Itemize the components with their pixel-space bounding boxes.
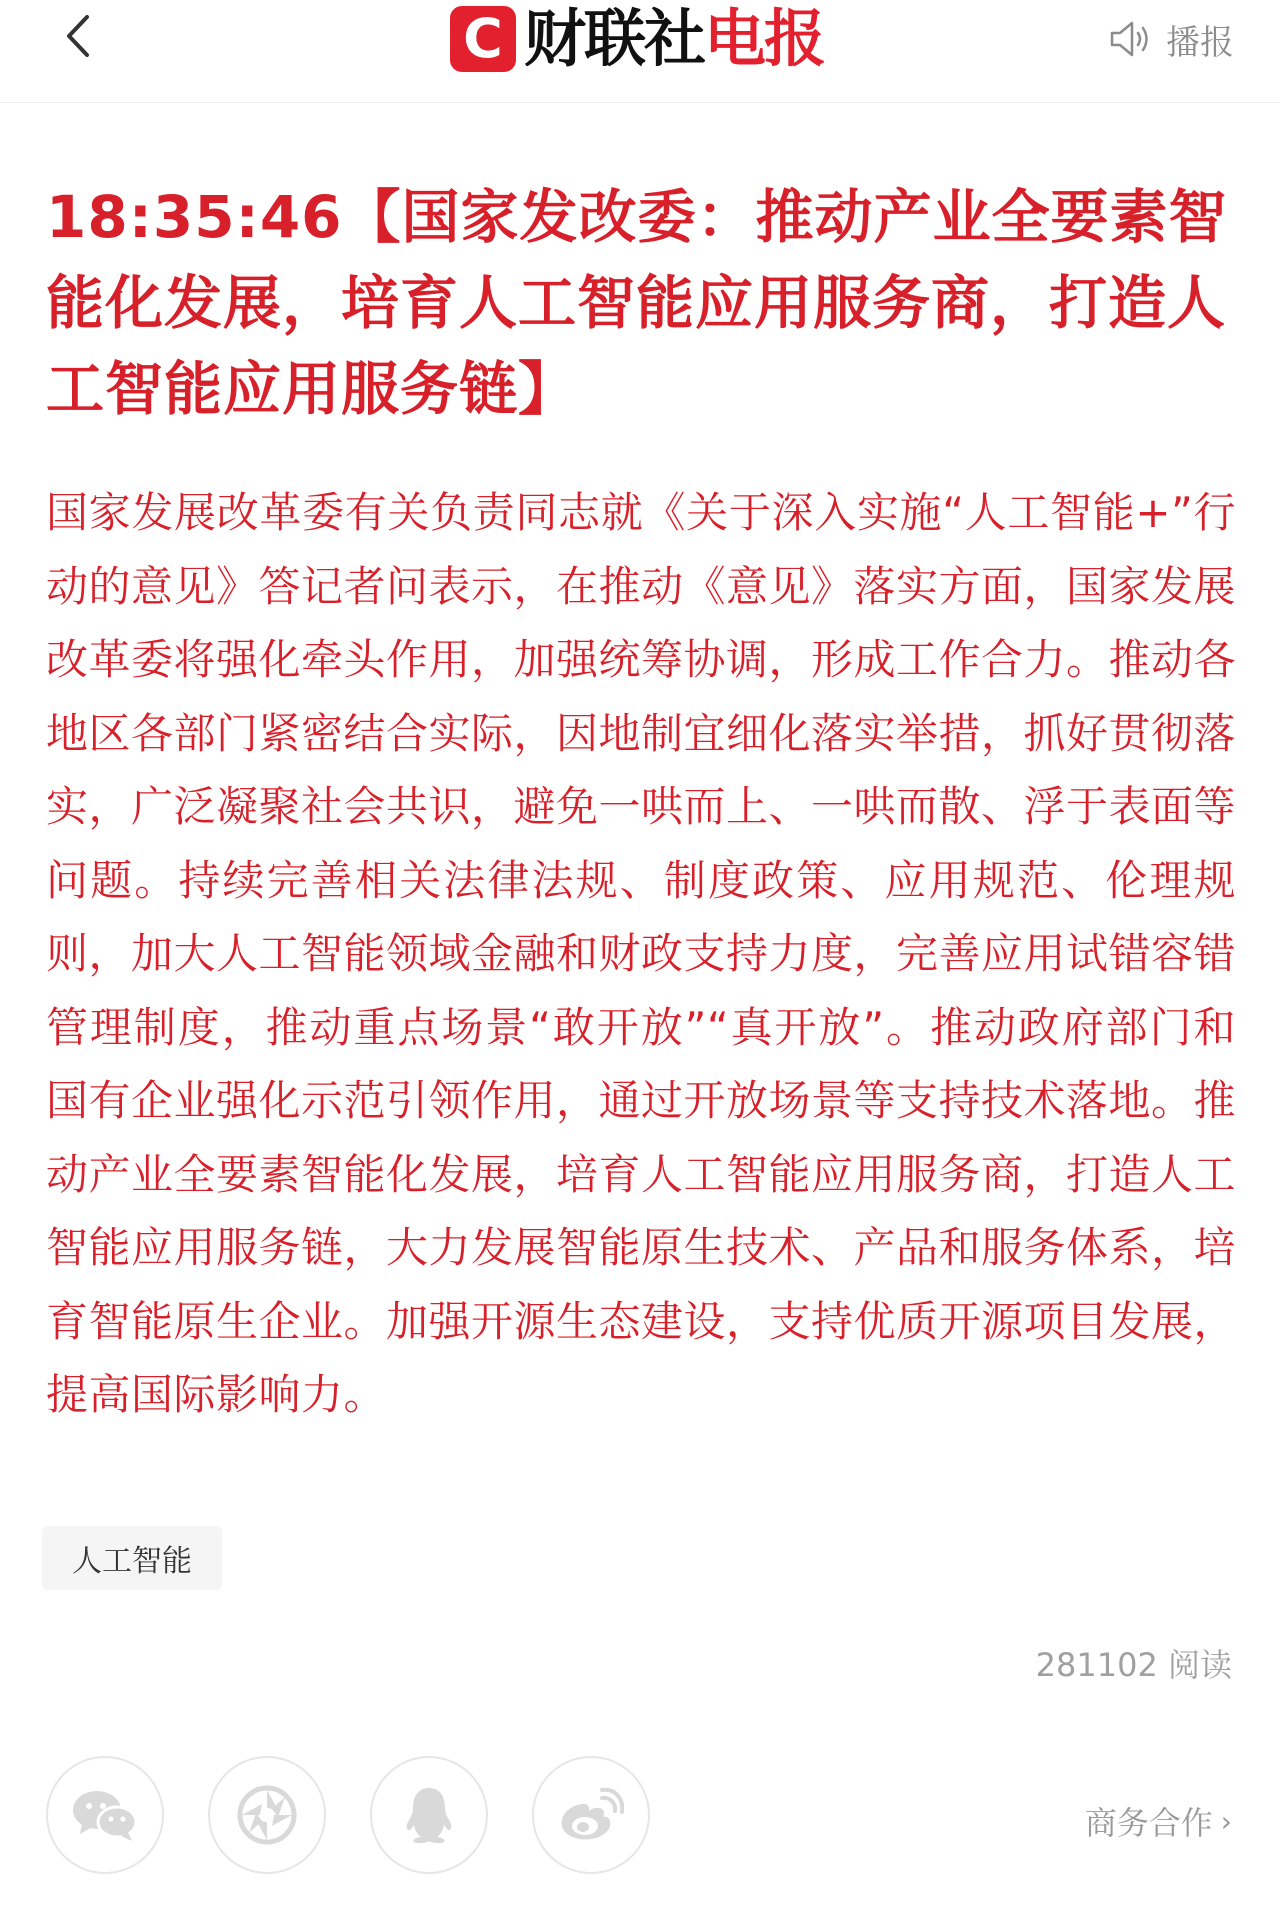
topic-tag[interactable]: 人工智能: [42, 1526, 222, 1590]
read-count: 281102 阅读: [1035, 1646, 1232, 1684]
logo-text: [524, 2, 825, 75]
logo-text-accent: 电报: [704, 2, 825, 75]
logo-mark: C: [450, 6, 516, 72]
article-body: 国家发展改革委有关负责同志就《关于深入实施“人工智能+”行动的意见》答记者问表示，在推动《意见》落实方面，国家发展改革委将强化牵头作用，加强统筹协调，形成工作合力。推动各地区各部门紧密结合实际，因地制宜细化落实举措，抓好贯彻落实，广泛凝聚社会共识，避免一哄而上、一哄而散、浮于表面等问题。持续完善相关法律法规、制度政策、应用规范、伦理规则，加大人工智能领域金融和财政支持力度，完善应用试错容错管理制度，推动重点场景“敢开放”“真开放”。推动政府部门和国有企业强化示范引领作用，通过开放场景等支持技术落地。推动产业全要素智能化发展，培育人工智能应用服务商，打造人工智能应用服务链，大力发展智能原生技术、产品和服务体系，培育智能原生企业。加强开源生态建设，支持优质开源项目发展，提高国际影响力。: [46, 488, 1237, 1419]
share-moments-button[interactable]: [208, 1756, 326, 1874]
speaker-icon: [1108, 19, 1152, 59]
share-weibo-button[interactable]: [532, 1756, 650, 1874]
wechat-icon: [70, 1786, 140, 1844]
broadcast-button[interactable]: [1108, 12, 1234, 66]
top-bar: [0, 0, 1280, 103]
app-logo: [450, 4, 824, 74]
share-bar: [46, 1756, 650, 1876]
business-cooperation-link[interactable]: [1085, 1798, 1232, 1844]
article-title: 18:35:46【国家发改委：推动产业全要素智能化发展，培育人工智能应用服务商，打造人工智能应用服务链】: [46, 183, 1228, 423]
chevron-right-icon: ›: [1220, 1804, 1232, 1838]
chevron-left-icon: [63, 13, 93, 59]
broadcast-label: 播报: [1166, 22, 1234, 63]
weibo-icon: [558, 1786, 624, 1844]
back-button[interactable]: [48, 6, 108, 66]
business-cooperation-label: 商务合作: [1084, 1804, 1213, 1842]
share-qq-button[interactable]: [370, 1756, 488, 1874]
qq-icon: [402, 1784, 456, 1846]
logo-text-main: 财联社: [524, 2, 705, 75]
moments-icon: [236, 1784, 298, 1846]
share-wechat-button[interactable]: [46, 1756, 164, 1874]
